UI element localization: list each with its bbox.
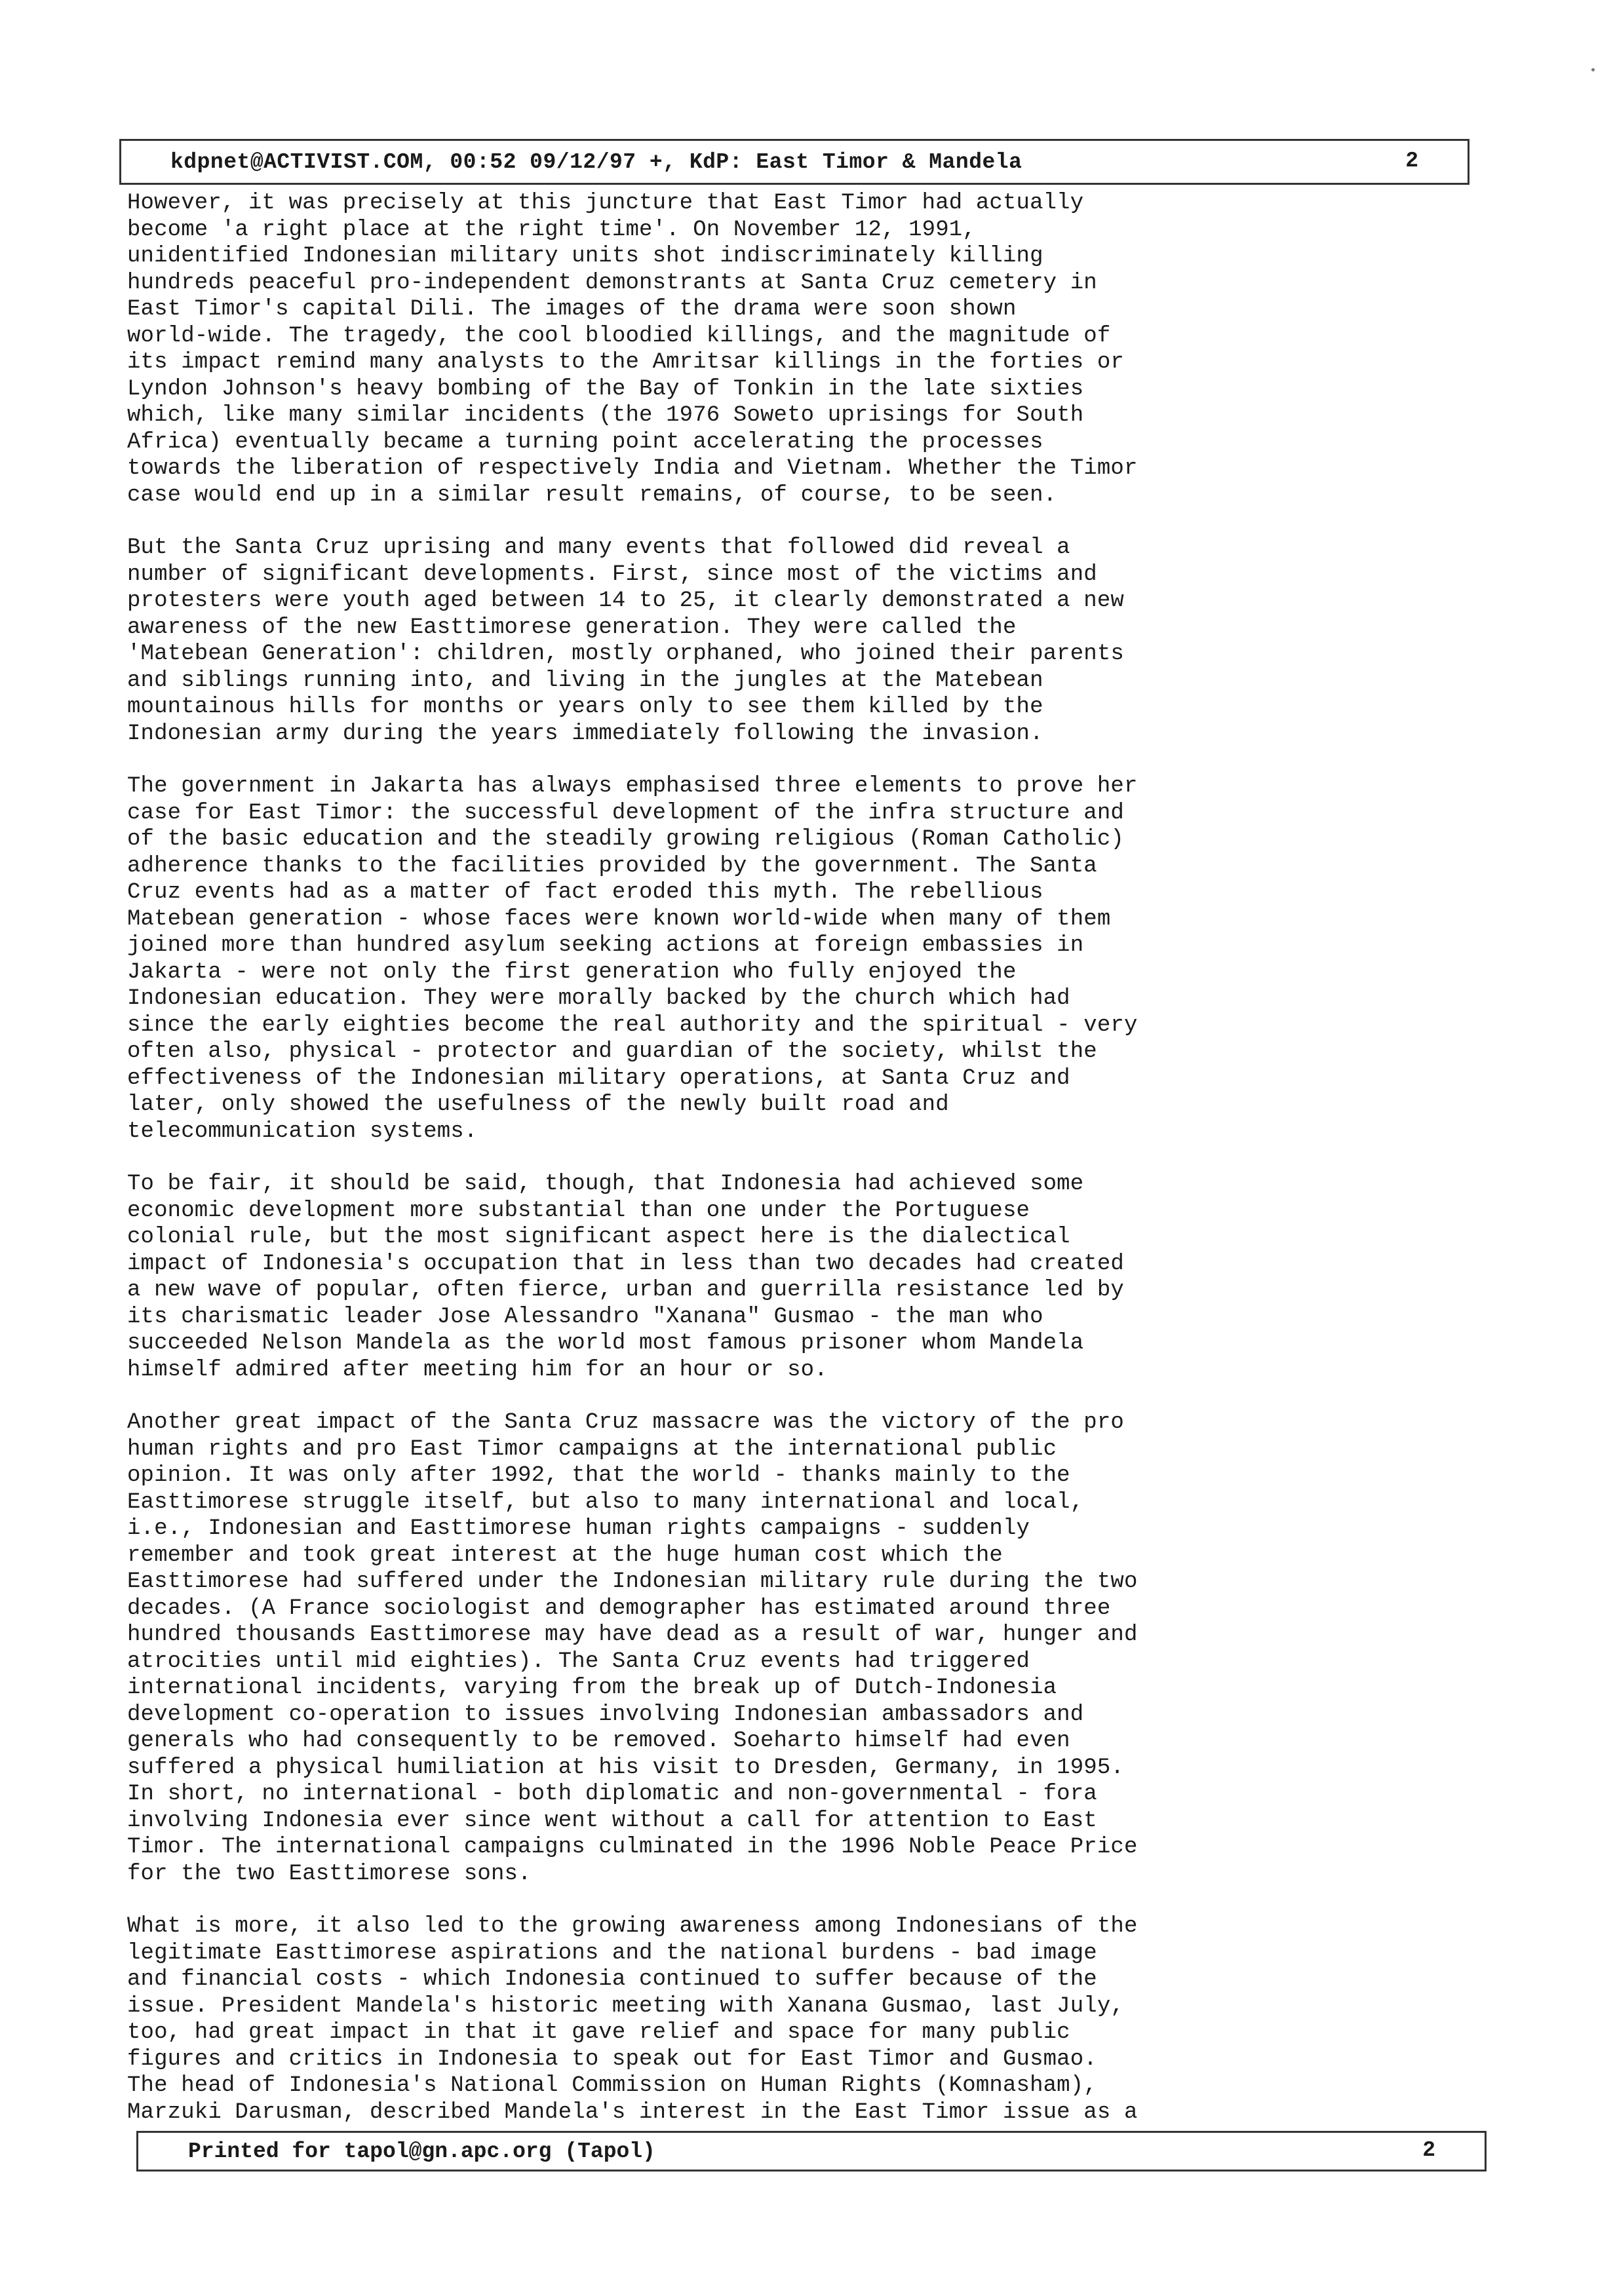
page-header: [119, 139, 1469, 185]
scan-speck: [1591, 68, 1595, 71]
paragraph-2: But the Santa Cruz uprising and many events that followed did reveal a number of significant developments. First, since most of the victims and protesters were youth aged between 14 to 25, it clearly demonstrated a new awareness of the new Easttimorese generation. They were called the 'Matebean Generation': children, mostly orphaned, who joined their parents and siblings running into, and living in the jungles at the Matebean mountainous hills for months or years only to see them killed by the Indonesian army during the years immediately following the invasion.: [127, 535, 1124, 746]
header-text: kdpnet@ACTIVIST.COM, 00:52 09/12/97 +, KdP: East Timor & Mandela: [170, 150, 1022, 174]
page-footer: [136, 2131, 1487, 2172]
paragraph-5: Another great impact of the Santa Cruz massacre was the victory of the pro human rights and pro East Timor campaigns at the international public opinion. It was only after 1992, that the world - thanks mainly to the Easttimorese struggle itself, but also to many international and local, i.e., Indonesian and Easttimorese human rights campaigns - suddenly remember and took great interest at the huge human cost which the Easttimorese had suffered under the Indonesian military rule during the two decades. (A France sociologist and demographer has estimated around three hundred thousands Easttimorese may have dead as a result of war, hunger and atrocities until mid eighties). The Santa Cruz events had triggered international incidents, varying from the break up of Dutch-Indonesia development co-operation to issues involving Indonesian ambassadors and generals who had consequently to be removed. Soeharto himself had even suffered a physical humiliation at his visit to Dresden, Germany, in 1995. In short, no international - both diplomatic and non-governmental - fora involving Indonesia ever since went without a call for attention to East Timor. The international campaigns culminated in the 1996 Noble Peace Price for the two Easttimorese sons.: [127, 1410, 1138, 1886]
footer-page-number: 2: [1422, 2138, 1435, 2162]
paragraph-1: However, it was precisely at this juncture that East Timor had actually become 'a right place at the right time'. On November 12, 1991, unidentified Indonesian military units shot indiscriminately killing hundreds peaceful pro-independent demonstrants at Santa Cruz cemetery in East Timor's capital Dili. The images of the drama were soon shown world-wide. The tragedy, the cool bloodied killings, and the magnitude of its impact remind many analysts to the Amritsar killings in the forties or Lyndon Johnson's heavy bombing of the Bay of Tonkin in the late sixties which, like many similar incidents (the 1976 Soweto uprisings for South Africa) eventually became a turning point accelerating the processes towards the liberation of respectively India and Vietnam. Whether the Timor case would end up in a similar result remains, of course, to be seen.: [127, 191, 1138, 508]
footer-text: Printed for tapol@gn.apc.org (Tapol): [188, 2139, 655, 2164]
paragraph-4: To be fair, it should be said, though, that Indonesia had achieved some economic development more substantial than one under the Portuguese colonial rule, but the most significant aspect here is the dialectical impact of Indonesia's occupation that in less than two decades had created a new wave of popular, often fierce, urban and guerrilla resistance led by its charismatic leader Jose Alessandro "Xanana" Gusmao - the man who succeeded Nelson Mandela as the world most famous prisoner whom Mandela himself admired after meeting him for an hour or so.: [127, 1172, 1124, 1383]
paragraph-6: What is more, it also led to the growing awareness among Indonesians of the legitimate Easttimorese aspirations and the national burdens - bad image and financial costs - which Indonesia continued to suffer because of the issue. President Mandela's historic meeting with Xanana Gusmao, last July, too, had great impact in that it gave relief and space for many public figures and critics in Indonesia to speak out for East Timor and Gusmao. The head of Indonesia's National Commission on Human Rights (Komnasham), Marzuki Darusman, described Mandela's interest in the East Timor issue as a: [127, 1914, 1138, 2125]
document-body: [127, 190, 1294, 2152]
header-page-number: 2: [1405, 149, 1418, 173]
paragraph-3: The government in Jakarta has always emphasised three elements to prove her case for East Timor: the successful development of the infra structure and of the basic education and the steadily growing religious (Roman Catholic) adherence thanks to the facilities provided by the government. The Santa Cruz events had as a matter of fact eroded this myth. The rebellious Matebean generation - whose faces were known world-wide when many of them joined more than hundred asylum seeking actions at foreign embassies in Jakarta - were not only the first generation who fully enjoyed the Indonesian education. They were morally backed by the church which had since the early eighties become the real authority and the spiritual - very often also, physical - protector and guardian of the society, whilst the effectiveness of the Indonesian military operations, at Santa Cruz and later, only showed the usefulness of the newly built road and telecommunication systems.: [127, 774, 1138, 1144]
